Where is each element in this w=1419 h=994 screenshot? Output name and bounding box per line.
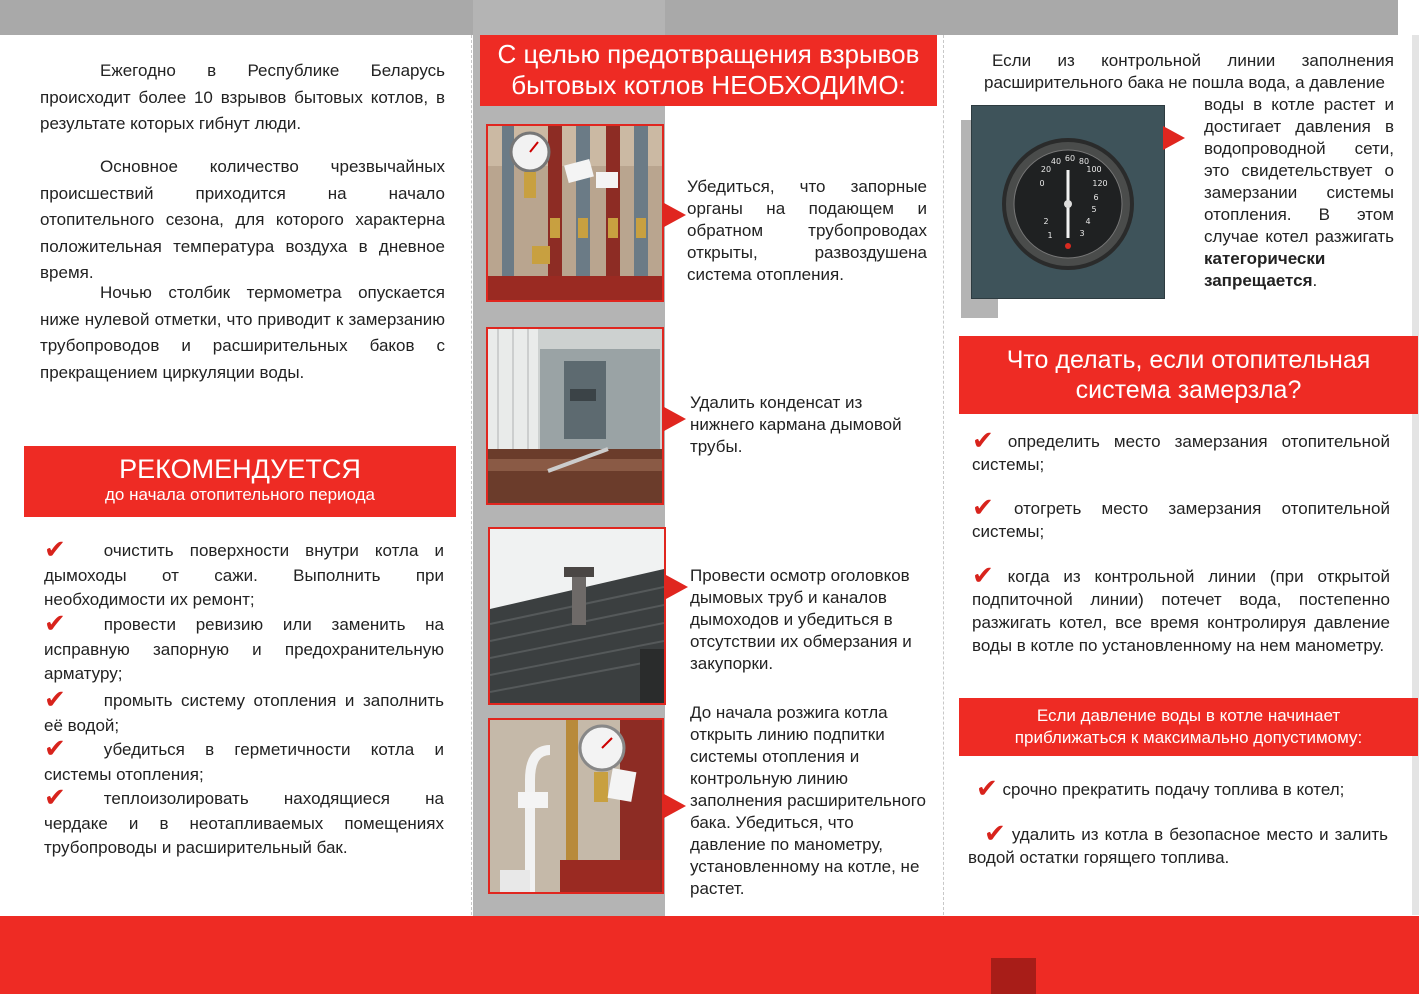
step-2-text: Удалить конденсат из нижнего кармана дымовой трубы. — [690, 393, 902, 456]
frozen-intro-part: воды в котле растет и достигает давления в водопроводной сети, это свидетельствует о замерзании системы отопления. В этом случае котел разжигать — [1204, 95, 1394, 246]
gauge-label: 6 — [1093, 193, 1099, 202]
check-icon: ✔ — [44, 535, 66, 565]
intro-paragraph-3: Ночью столбик термометра опускается ниже нулевой отметки, что приводит к замерзанию трубопроводов и расширительных баков с прекращением циркуляции воды. — [40, 283, 445, 382]
photo-roof-chimney — [488, 527, 666, 705]
check-icon: ✔ — [976, 774, 998, 804]
arrow-icon — [664, 407, 686, 431]
step-3-text: Провести осмотр оголовков дымовых труб и каналов дымоходов и убедиться в отсутствии их обмерзания и закупорки. — [690, 566, 912, 673]
gauge-label: 80 — [1078, 157, 1090, 166]
recommend-title: РЕКОМЕНДУЕТСЯ — [119, 454, 361, 484]
check-icon: ✔ — [972, 493, 994, 523]
photo-chimney-pocket — [486, 327, 664, 505]
frozen-intro-end: . — [1312, 271, 1318, 290]
column-divider-1 — [471, 35, 472, 915]
photo-boiler-manifold — [486, 124, 664, 302]
gauge-label: 120 — [1092, 179, 1108, 188]
pressure-item-1 — [976, 774, 1390, 804]
bottom-accent-square — [991, 958, 1036, 994]
frozen-title-line2: система замерзла? — [1075, 376, 1302, 404]
gauge-label: 5 — [1091, 205, 1097, 214]
pressure-header — [959, 698, 1418, 756]
pressure-title-line2: приближаться к максимально допустимому: — [1014, 728, 1363, 747]
gauge-label: 40 — [1050, 157, 1062, 166]
bottom-bar — [0, 916, 1419, 994]
pressure-title-line1: Если давление воды в котле начинает — [1036, 706, 1341, 725]
frozen-title-line1: Что делать, если отопительная — [1006, 346, 1371, 374]
column-divider-2 — [943, 35, 944, 915]
top-bar — [0, 0, 1398, 35]
frozen-intro-side — [1204, 94, 1394, 292]
frozen-intro-top — [984, 50, 1394, 94]
necessary-header — [480, 35, 937, 106]
check-icon: ✔ — [44, 783, 66, 813]
recommend-item-5 — [44, 783, 444, 861]
recommend-item-text: провести ревизию или заменить на исправную запорную и предохранительную арматуру; — [44, 615, 444, 683]
gauge-label: 4 — [1085, 217, 1091, 226]
check-icon: ✔ — [972, 561, 994, 591]
step-1-text: Убедиться, что запорные органы на подающем и обратном трубопроводах открыты, развоздушена система отопления. — [687, 177, 927, 284]
check-icon: ✔ — [984, 819, 1006, 849]
recommend-item-4 — [44, 734, 444, 787]
arrow-icon — [664, 203, 686, 227]
frozen-item-1 — [972, 426, 1390, 476]
recommend-item-1 — [44, 535, 444, 613]
intro-paragraph-1: Ежегодно в Республике Беларусь происходит более 10 взрывов бытовых котлов, в результате которых гибнут люди. — [40, 61, 445, 133]
photo-boiler-gauge — [971, 105, 1165, 299]
necessary-title-line1: С целью предотвращения взрывов — [497, 39, 920, 69]
recommend-item-text: очистить поверхности внутри котла и дымоходы от сажи. Выполнить при необходимости их ремонт; — [44, 541, 444, 609]
recommend-subtitle: до начала отопительного периода — [105, 485, 375, 504]
arrow-icon — [664, 794, 686, 818]
gauge-label: 100 — [1086, 165, 1102, 174]
recommend-item-text: промыть систему отопления и заполнить её водой; — [44, 691, 444, 735]
gauge-label: 3 — [1079, 229, 1085, 238]
pressure-item-text: срочно прекратить подачу топлива в котел; — [1002, 780, 1345, 799]
frozen-item-text: когда из контрольной линии (при открытой подпиточной линии) потечет вода, постепенно разжигать котел, все время контролируя давление воды в котле по установленному на нем манометру. — [972, 567, 1390, 655]
frozen-item-2 — [972, 493, 1391, 543]
gauge-label: 60 — [1064, 154, 1076, 163]
pressure-item-text: удалить из котла в безопасное место и залить водой остатки горящего топлива. — [968, 825, 1388, 867]
recommend-item-text: убедиться в герметичности котла и системы отопления; — [44, 740, 444, 784]
frozen-header — [959, 336, 1418, 414]
arrow-icon — [1163, 126, 1185, 150]
check-icon: ✔ — [44, 685, 66, 715]
photo-gauge-valves — [488, 718, 664, 894]
gauge-label: 1 — [1047, 231, 1053, 240]
necessary-title-line2: бытовых котлов НЕОБХОДИМО: — [511, 70, 906, 100]
recommend-item-text: теплоизолировать находящиеся на чердаке и в неотапливаемых помещениях трубопроводы и расширительный бак. — [44, 789, 444, 857]
intro-paragraph-2: Основное количество чрезвычайных происшествий приходится на начало отопительного сезона, для которого характерна положительная температура воздуха в дневное время. — [40, 157, 445, 282]
recommend-item-3 — [44, 685, 444, 738]
frozen-intro-bold: категорически запрещается — [1204, 249, 1326, 290]
step-4-text: До начала розжига котла открыть линию подпитки системы отопления и контрольную линию заполнения расширительного бака. Убедиться, что давление по манометру, установленному на котле, не растет. — [690, 703, 926, 898]
check-icon: ✔ — [44, 609, 66, 639]
gauge-label: 20 — [1040, 165, 1052, 174]
check-icon: ✔ — [972, 426, 994, 456]
frozen-item-3 — [972, 561, 1390, 657]
recommend-item-2 — [44, 609, 444, 687]
arrow-icon — [666, 575, 688, 599]
gauge-label: 0 — [1039, 179, 1045, 188]
check-icon: ✔ — [44, 734, 66, 764]
gauge-label: 2 — [1043, 217, 1049, 226]
frozen-item-text: отогреть место замерзания отопительной системы; — [972, 499, 1391, 541]
frozen-intro-part: Если из контрольной линии заполнения расширительного бака не пошла вода, а давление — [984, 51, 1394, 92]
recommend-header — [24, 446, 456, 517]
frozen-item-text: определить место замерзания отопительной системы; — [972, 432, 1390, 474]
pressure-item-2 — [968, 819, 1388, 869]
right-edge-strip — [1412, 35, 1419, 915]
